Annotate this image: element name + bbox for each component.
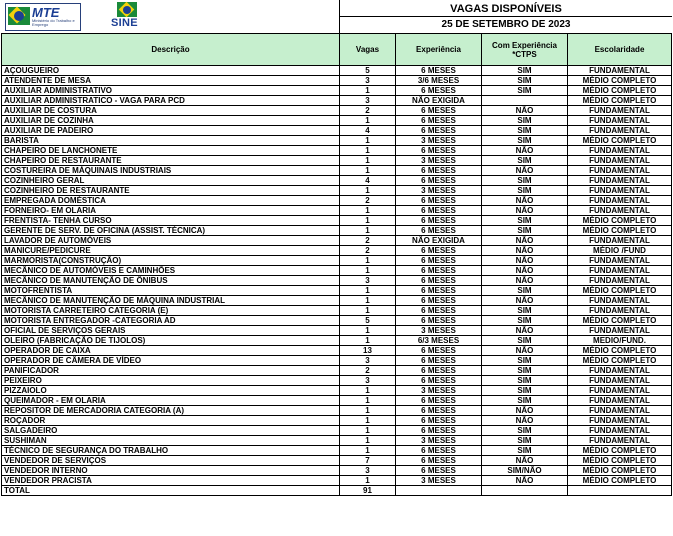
cell-descricao: COZINHEIRO GERAL [2,176,340,186]
cell-escolaridade: MÉDIO COMPLETO [568,466,672,476]
table-row [2,176,672,186]
table-row [2,476,672,486]
table-header-row [2,34,672,66]
cell-escolaridade: MÉDIO COMPLETO [568,136,672,146]
cell-escolaridade: FUNDAMENTAL [568,166,672,176]
cell-experiencia: 6 MESES [396,296,482,306]
cell-ctps: SIM [482,366,568,376]
cell-ctps: NÃO [482,256,568,266]
cell-experiencia: 6 MESES [396,306,482,316]
table-row [2,106,672,116]
cell-vagas: 2 [340,246,396,256]
cell-escolaridade: MÉDIO /FUND [568,246,672,256]
table-row [2,186,672,196]
cell-descricao: GERENTE DE SERV. DE OFICINA (ASSIST. TÉCNICA) [2,226,340,236]
cell-escolaridade: FUNDAMENTAL [568,196,672,206]
title-box [339,0,672,33]
table-row [2,166,672,176]
cell-experiencia: 6 MESES [396,166,482,176]
cell-descricao: ROÇADOR [2,416,340,426]
logo-area [1,0,339,33]
cell-experiencia: 6 MESES [396,256,482,266]
cell-descricao: MOTORISTA CARRETEIRO CATEGORIA (E) [2,306,340,316]
table-row [2,286,672,296]
total-row [2,486,672,496]
cell-vagas: 1 [340,476,396,486]
table-row [2,76,672,86]
cell-vagas: 1 [340,326,396,336]
col-header-escolaridade: Escolaridade [568,34,672,66]
cell-vagas: 1 [340,286,396,296]
cell-escolaridade: MÉDIO COMPLETO [568,446,672,456]
table-row [2,86,672,96]
cell-ctps: SIM [482,156,568,166]
cell-vagas: 3 [340,96,396,106]
cell-vagas: 2 [340,196,396,206]
cell-experiencia: 6 MESES [396,416,482,426]
cell-experiencia: 6 MESES [396,456,482,466]
col-header-vagas: Vagas [340,34,396,66]
cell-escolaridade: MÉDIO COMPLETO [568,86,672,96]
cell-vagas: 4 [340,176,396,186]
cell-experiencia: NÃO EXIGIDA [396,96,482,106]
cell-escolaridade: FUNDAMENTAL [568,176,672,186]
cell-ctps: NÃO [482,346,568,356]
cell-descricao: FORNEIRO- EM OLARIA [2,206,340,216]
cell-vagas: 1 [340,396,396,406]
cell-ctps: SIM [482,306,568,316]
cell-ctps: SIM [482,286,568,296]
cell-descricao: AUXILIAR DE COZINHA [2,116,340,126]
table-row [2,66,672,76]
cell-ctps: NÃO [482,326,568,336]
cell-escolaridade: FUNDAMENTAL [568,276,672,286]
table-row [2,336,672,346]
cell-experiencia: 6 MESES [396,226,482,236]
table-row [2,416,672,426]
cell-vagas: 1 [340,116,396,126]
cell-descricao: FRENTISTA- TENHA CURSO [2,216,340,226]
cell-vagas: 1 [340,156,396,166]
total-empty-cell [568,486,672,496]
cell-ctps: NÃO [482,236,568,246]
cell-experiencia: 3 MESES [396,386,482,396]
cell-ctps: SIM [482,316,568,326]
cell-ctps: NÃO [482,416,568,426]
cell-experiencia: 6 MESES [396,246,482,256]
table-row [2,386,672,396]
cell-vagas: 3 [340,466,396,476]
table-row [2,456,672,466]
table-row [2,196,672,206]
cell-vagas: 2 [340,236,396,246]
cell-vagas: 1 [340,436,396,446]
cell-vagas: 1 [340,446,396,456]
cell-descricao: OLEIRO (FABRICAÇÃO DE TIJOLOS) [2,336,340,346]
cell-escolaridade: MÉDIO COMPLETO [568,76,672,86]
table-row [2,156,672,166]
cell-escolaridade: MÉDIO COMPLETO [568,456,672,466]
cell-experiencia: NÃO EXIGIDA [396,236,482,246]
mte-logo-subtitle: Ministério do Trabalho e Emprego [32,18,75,27]
cell-vagas: 1 [340,216,396,226]
cell-escolaridade: FUNDAMENTAL [568,366,672,376]
cell-vagas: 3 [340,276,396,286]
cell-experiencia: 6 MESES [396,356,482,366]
cell-ctps: SIM [482,426,568,436]
cell-descricao: REPOSITOR DE MERCADORIA CATEGORIA (A) [2,406,340,416]
cell-escolaridade: MÉDIO COMPLETO [568,216,672,226]
table-row [2,466,672,476]
cell-escolaridade: FUNDAMENTAL [568,186,672,196]
cell-descricao: AUXILIAR ADMINISTRATICO - VAGA PARA PCD [2,96,340,106]
cell-ctps: SIM [482,116,568,126]
cell-escolaridade: FUNDAMENTAL [568,106,672,116]
page-title: VAGAS DISPONÍVEIS [450,3,562,15]
cell-vagas: 5 [340,66,396,76]
cell-descricao: AUXILIAR ADMINISTRATIVO [2,86,340,96]
cell-escolaridade: FUNDAMENTAL [568,396,672,406]
sine-logo [111,2,145,32]
cell-escolaridade: FUNDAMENTAL [568,146,672,156]
col-header-descricao: Descrição [2,34,340,66]
cell-vagas: 1 [340,206,396,216]
cell-experiencia: 6 MESES [396,346,482,356]
table-row [2,246,672,256]
cell-experiencia: 6 MESES [396,66,482,76]
cell-ctps: SIM [482,216,568,226]
cell-escolaridade: MÉDIO COMPLETO [568,356,672,366]
cell-experiencia: 6 MESES [396,106,482,116]
total-label: TOTAL [2,486,340,496]
cell-ctps: SIM [482,226,568,236]
cell-ctps: NÃO [482,266,568,276]
table-row [2,216,672,226]
cell-experiencia: 6 MESES [396,316,482,326]
col-header-ctps: Com Experiência *CTPS [482,34,568,66]
cell-descricao: VENDEDOR INTERNO [2,466,340,476]
cell-experiencia: 3 MESES [396,136,482,146]
cell-ctps: NÃO [482,146,568,156]
cell-vagas: 5 [340,316,396,326]
table-row [2,316,672,326]
cell-vagas: 3 [340,376,396,386]
table-row [2,346,672,356]
cell-vagas: 1 [340,266,396,276]
table-row [2,436,672,446]
cell-experiencia: 6 MESES [396,176,482,186]
cell-escolaridade: MÉDIO COMPLETO [568,476,672,486]
cell-escolaridade: FUNDAMENTAL [568,416,672,426]
cell-experiencia: 6 MESES [396,466,482,476]
cell-ctps: SIM [482,136,568,146]
cell-escolaridade: FUNDAMENTAL [568,126,672,136]
cell-escolaridade: MEDIO/FUND. [568,336,672,346]
table-row [2,396,672,406]
cell-ctps: SIM/NÃO [482,466,568,476]
table-row [2,226,672,236]
cell-experiencia: 6 MESES [396,276,482,286]
cell-escolaridade: MÉDIO COMPLETO [568,96,672,106]
sheet-header [1,0,671,33]
cell-escolaridade: MÉDIO COMPLETO [568,346,672,356]
cell-experiencia: 6 MESES [396,286,482,296]
cell-ctps: NÃO [482,106,568,116]
cell-experiencia: 6 MESES [396,366,482,376]
table-row [2,356,672,366]
cell-escolaridade: FUNDAMENTAL [568,296,672,306]
brazil-flag-icon [8,7,30,25]
total-value: 91 [340,486,396,496]
table-row [2,116,672,126]
cell-experiencia: 6 MESES [396,396,482,406]
cell-escolaridade: FUNDAMENTAL [568,426,672,436]
cell-escolaridade: FUNDAMENTAL [568,236,672,246]
cell-ctps: NÃO [482,246,568,256]
table-row [2,406,672,416]
cell-vagas: 1 [340,336,396,346]
cell-escolaridade: FUNDAMENTAL [568,386,672,396]
cell-descricao: QUEIMADOR - EM OLARIA [2,396,340,406]
job-listing-sheet [1,0,671,496]
cell-escolaridade: MÉDIO COMPLETO [568,226,672,236]
cell-ctps: SIM [482,76,568,86]
cell-vagas: 1 [340,386,396,396]
cell-descricao: BARISTA [2,136,340,146]
cell-descricao: MOTORISTA ENTREGADOR -CATEGORIA AD [2,316,340,326]
cell-descricao: CHAPEIRO DE LANCHONETE [2,146,340,156]
cell-escolaridade: FUNDAMENTAL [568,376,672,386]
cell-vagas: 1 [340,296,396,306]
cell-vagas: 1 [340,146,396,156]
cell-experiencia: 6 MESES [396,446,482,456]
cell-ctps: NÃO [482,206,568,216]
cell-descricao: SUSHIMAN [2,436,340,446]
cell-experiencia: 6 MESES [396,116,482,126]
cell-ctps [482,96,568,106]
table-row [2,306,672,316]
vacancies-table [1,33,672,496]
cell-descricao: TÉCNICO DE SEGURANÇA DO TRABALHO [2,446,340,456]
cell-ctps: SIM [482,66,568,76]
cell-descricao: SALGADEIRO [2,426,340,436]
cell-vagas: 3 [340,356,396,366]
total-empty-cell [396,486,482,496]
table-row [2,446,672,456]
cell-ctps: SIM [482,356,568,366]
cell-escolaridade: FUNDAMENTAL [568,306,672,316]
cell-vagas: 1 [340,406,396,416]
table-body [2,66,672,486]
cell-escolaridade: MÉDIO COMPLETO [568,316,672,326]
cell-escolaridade: FUNDAMENTAL [568,206,672,216]
cell-descricao: AUXILIAR DE COSTURA [2,106,340,116]
cell-escolaridade: FUNDAMENTAL [568,266,672,276]
table-row [2,376,672,386]
cell-ctps: NÃO [482,456,568,466]
cell-descricao: PEIXEIRO [2,376,340,386]
cell-experiencia: 6 MESES [396,126,482,136]
cell-experiencia: 3 MESES [396,476,482,486]
cell-descricao: MANICURE/PEDICURE [2,246,340,256]
table-row [2,296,672,306]
table-row [2,326,672,336]
cell-ctps: SIM [482,186,568,196]
cell-descricao: CHAPEIRO DE RESTAURANTE [2,156,340,166]
cell-experiencia: 3 MESES [396,156,482,166]
cell-ctps: SIM [482,126,568,136]
page-date: 25 DE SETEMBRO DE 2023 [340,16,672,33]
cell-ctps: SIM [482,446,568,456]
cell-descricao: MECÂNICO DE MANUTENÇÃO DE MÁQUINA INDUSTRIAL [2,296,340,306]
cell-escolaridade: FUNDAMENTAL [568,156,672,166]
cell-ctps: NÃO [482,276,568,286]
cell-experiencia: 6 MESES [396,206,482,216]
cell-escolaridade: FUNDAMENTAL [568,256,672,266]
cell-ctps: SIM [482,176,568,186]
table-row [2,206,672,216]
cell-ctps: SIM [482,396,568,406]
cell-escolaridade: MÉDIO COMPLETO [568,286,672,296]
cell-vagas: 1 [340,256,396,266]
cell-descricao: LAVADOR DE AUTOMÓVEIS [2,236,340,246]
cell-descricao: EMPREGADA DOMÉSTICA [2,196,340,206]
cell-ctps: SIM [482,86,568,96]
cell-experiencia: 6 MESES [396,86,482,96]
cell-descricao: MOTOFRENTISTA [2,286,340,296]
cell-ctps: NÃO [482,406,568,416]
cell-descricao: MARMORISTA(CONSTRUÇÃO) [2,256,340,266]
table-row [2,236,672,246]
total-empty-cell [482,486,568,496]
cell-ctps: NÃO [482,296,568,306]
cell-vagas: 1 [340,186,396,196]
table-row [2,266,672,276]
cell-experiencia: 6/3 MESES [396,336,482,346]
col-header-experiencia: Experiência [396,34,482,66]
cell-descricao: AUXILIAR DE PADEIRO [2,126,340,136]
cell-ctps: SIM [482,436,568,446]
cell-experiencia: 3 MESES [396,326,482,336]
cell-vagas: 3 [340,76,396,86]
cell-descricao: MECÂNICO DE MANUTENÇÃO DE ÔNIBUS [2,276,340,286]
table-row [2,426,672,436]
cell-descricao: COSTUREIRA DE MÁQUINAIS INDUSTRIAIS [2,166,340,176]
cell-ctps: NÃO [482,476,568,486]
cell-descricao: AÇOUGUEIRO [2,66,340,76]
mte-logo-text: MTE [32,5,60,20]
cell-ctps: SIM [482,386,568,396]
cell-descricao: PIZZAIOLO [2,386,340,396]
cell-experiencia: 3 MESES [396,186,482,196]
cell-descricao: ATENDENTE DE MESA [2,76,340,86]
cell-ctps: NÃO [482,166,568,176]
cell-vagas: 2 [340,106,396,116]
cell-descricao: OPERADOR DE CAIXA [2,346,340,356]
cell-experiencia: 6 MESES [396,376,482,386]
cell-ctps: SIM [482,376,568,386]
cell-escolaridade: FUNDAMENTAL [568,436,672,446]
cell-experiencia: 6 MESES [396,426,482,436]
cell-vagas: 1 [340,86,396,96]
cell-ctps: SIM [482,336,568,346]
cell-vagas: 4 [340,126,396,136]
cell-vagas: 1 [340,136,396,146]
table-row [2,146,672,156]
cell-vagas: 7 [340,456,396,466]
cell-vagas: 1 [340,226,396,236]
cell-experiencia: 3/6 MESES [396,76,482,86]
cell-descricao: VENDEDOR PRACISTA [2,476,340,486]
cell-vagas: 1 [340,166,396,176]
table-row [2,136,672,146]
cell-experiencia: 3 MESES [396,436,482,446]
cell-escolaridade: FUNDAMENTAL [568,406,672,416]
cell-ctps: NÃO [482,196,568,206]
cell-escolaridade: FUNDAMENTAL [568,326,672,336]
cell-experiencia: 6 MESES [396,266,482,276]
cell-escolaridade: FUNDAMENTAL [568,66,672,76]
sine-logo-text: SINE [111,17,138,29]
cell-vagas: 1 [340,416,396,426]
cell-vagas: 1 [340,306,396,316]
cell-vagas: 2 [340,366,396,376]
table-row [2,126,672,136]
mte-logo [5,3,81,31]
cell-experiencia: 6 MESES [396,196,482,206]
cell-descricao: OFICIAL DE SERVIÇOS GERAIS [2,326,340,336]
table-row [2,276,672,286]
table-row [2,96,672,106]
cell-vagas: 1 [340,426,396,436]
cell-experiencia: 6 MESES [396,406,482,416]
cell-descricao: PANIFICADOR [2,366,340,376]
table-row [2,366,672,376]
cell-descricao: COZINHEIRO DE RESTAURANTE [2,186,340,196]
cell-vagas: 13 [340,346,396,356]
cell-experiencia: 6 MESES [396,146,482,156]
cell-descricao: VENDEDOR DE SERVIÇOS [2,456,340,466]
cell-descricao: MECÂNICO DE AUTOMÓVEIS E CAMINHÕES [2,266,340,276]
cell-descricao: OPERADOR DE CÂMERA DE VÍDEO [2,356,340,366]
table-row [2,256,672,266]
cell-experiencia: 6 MESES [396,216,482,226]
cell-escolaridade: FUNDAMENTAL [568,116,672,126]
brazil-flag-icon [117,2,137,17]
